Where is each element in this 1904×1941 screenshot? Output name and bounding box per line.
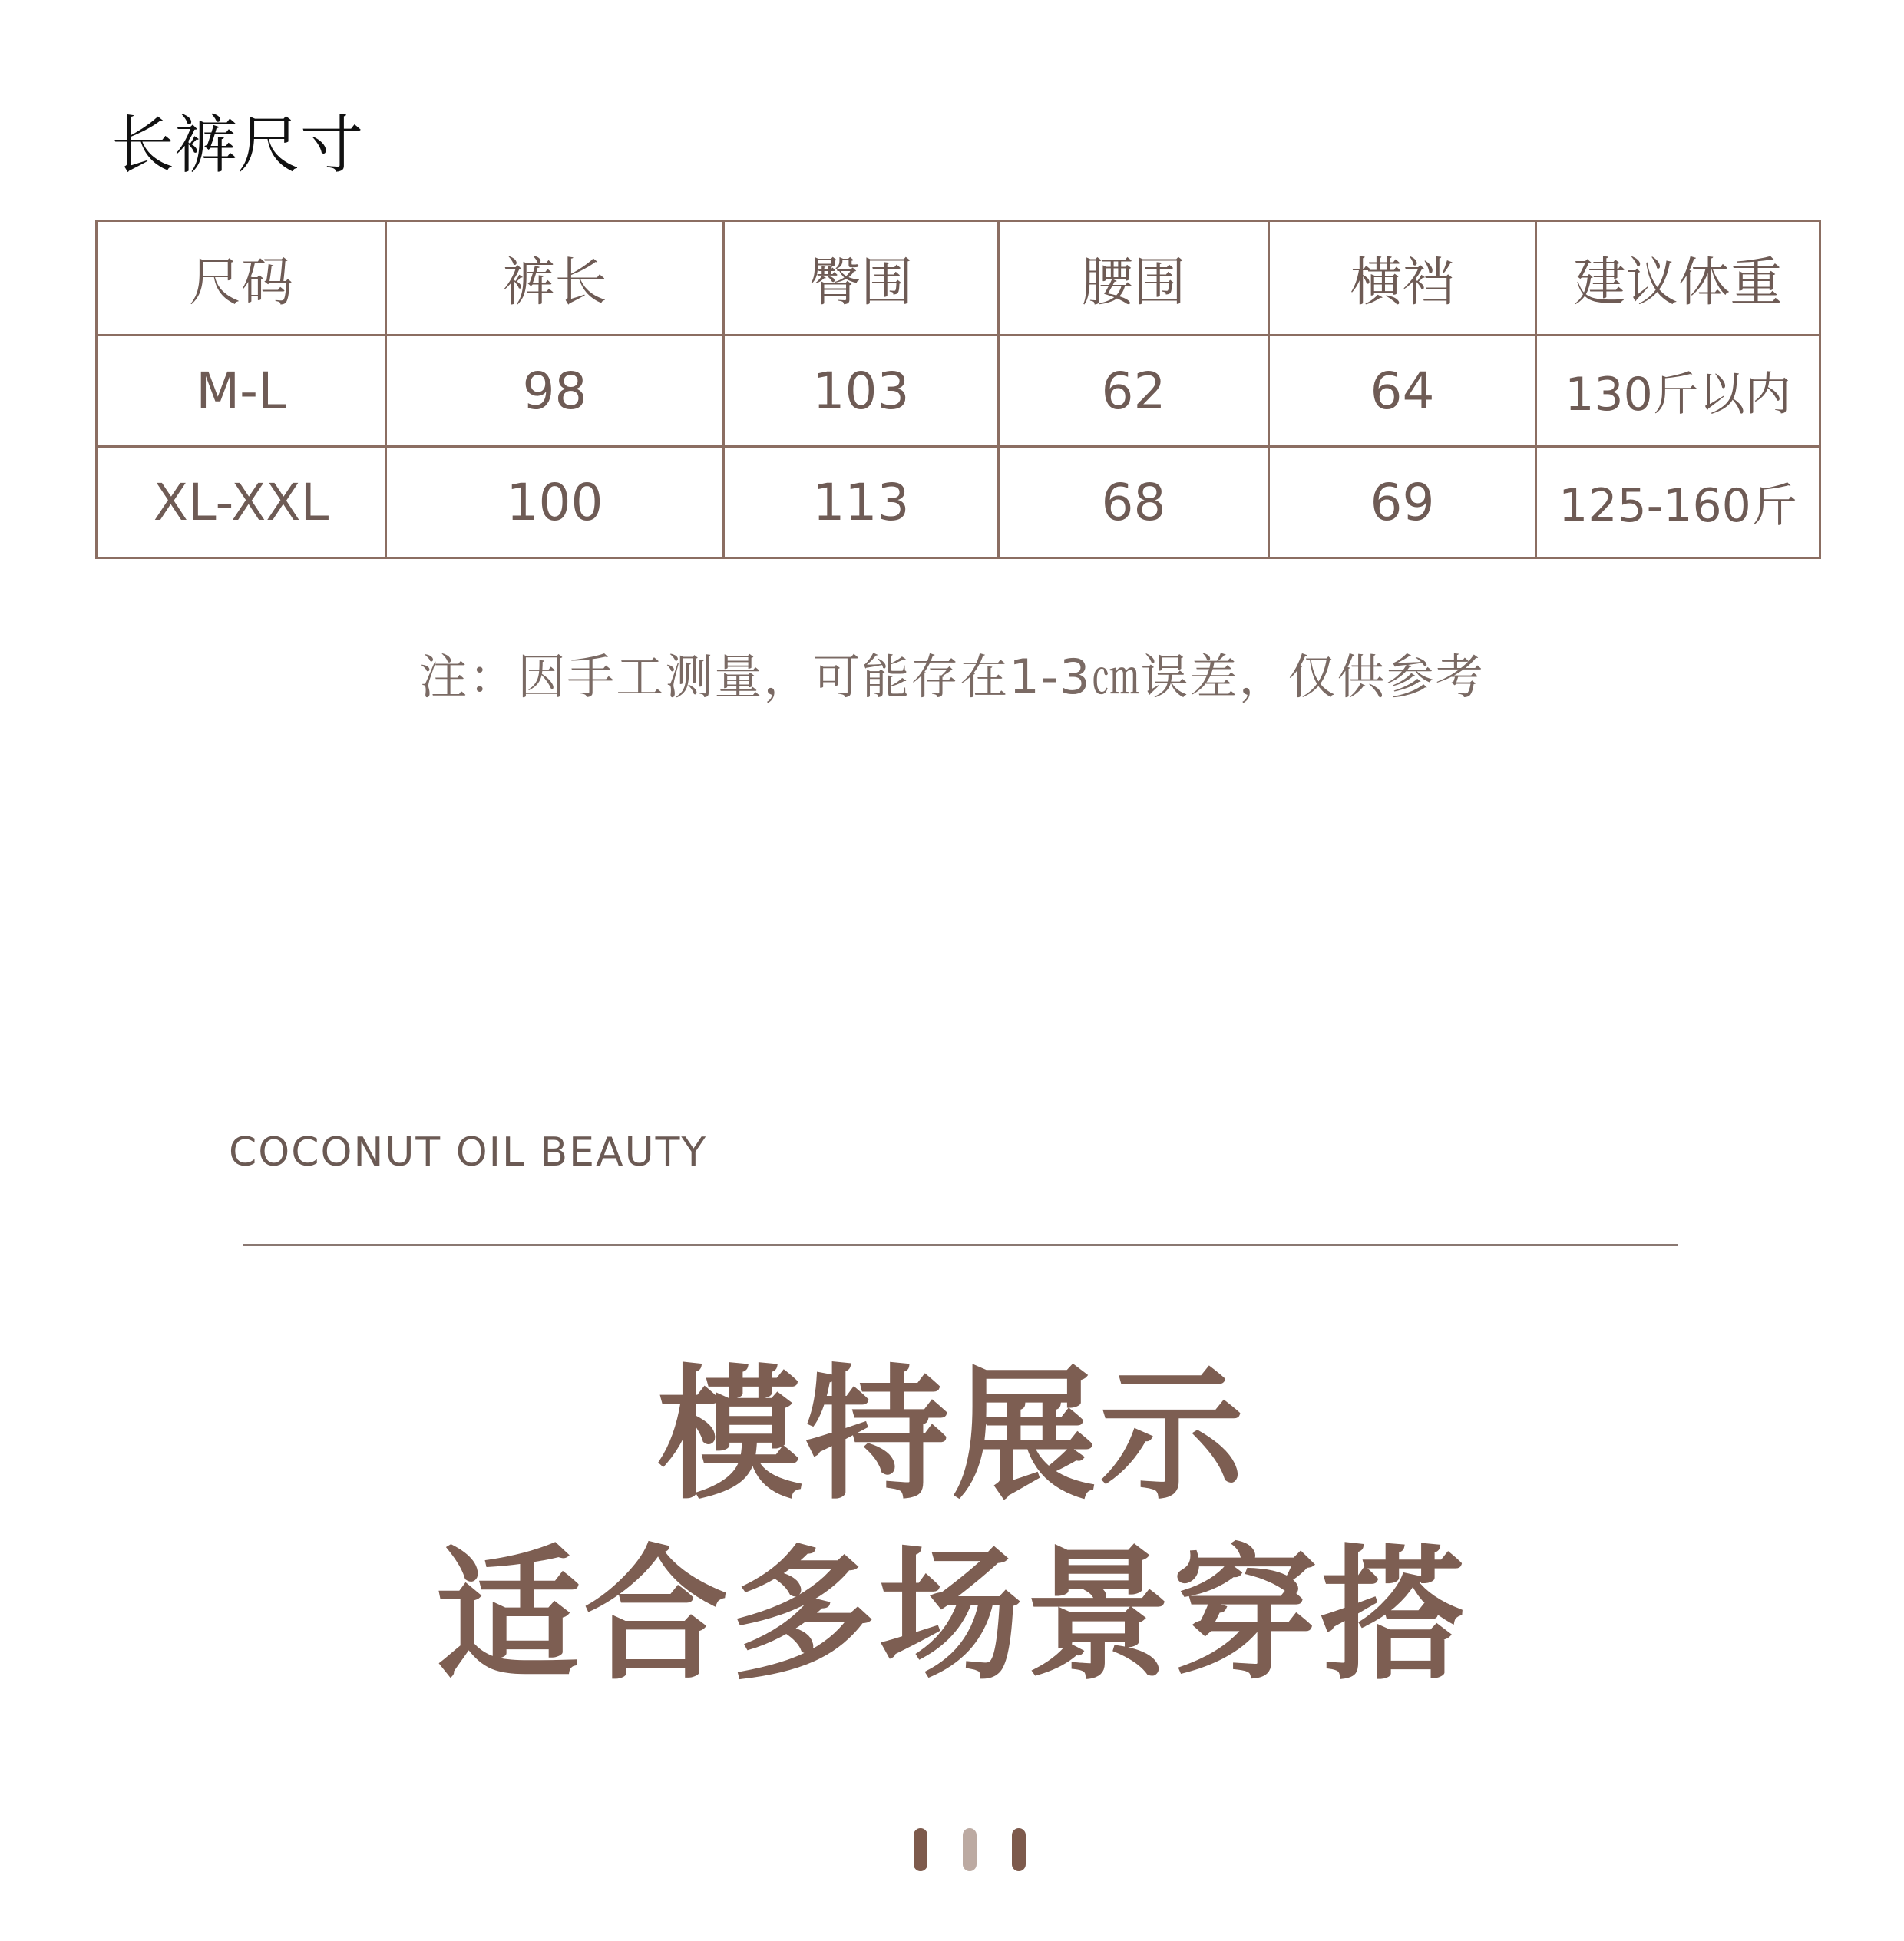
cell-thigh: 69: [1269, 447, 1536, 558]
column-header-size: 尺码: [97, 221, 386, 336]
brand-label: COCONUT OIL BEAUTY: [229, 1129, 708, 1176]
cell-length: 100: [386, 447, 724, 558]
pagination-dot[interactable]: [914, 1828, 927, 1871]
cell-size: XL-XXL: [97, 447, 386, 558]
cell-thigh: 64: [1269, 336, 1536, 447]
headline-model-showcase: 模特展示: [657, 1351, 1247, 1519]
column-header-waist: 腰围: [999, 221, 1269, 336]
cell-waist: 68: [999, 447, 1269, 558]
cell-weight: 125-160斤: [1536, 447, 1820, 558]
cell-hip: 113: [724, 447, 999, 558]
cell-length: 98: [386, 336, 724, 447]
cell-weight: 130斤以内: [1536, 336, 1820, 447]
size-table: [95, 220, 1821, 559]
measurement-note: 注：因手工测量，可能存在1-3㎝误差，仅供参考: [419, 649, 1485, 705]
table-row: [97, 447, 1820, 558]
column-header-weight: 建议体重: [1536, 221, 1820, 336]
section-divider: [243, 1244, 1678, 1246]
table-header-row: [97, 221, 1820, 336]
pagination-dot[interactable]: [1012, 1828, 1026, 1871]
page-title: 长裤尺寸: [111, 109, 364, 182]
pagination-dots: [914, 1828, 1029, 1871]
table-row: [97, 336, 1820, 447]
cell-waist: 62: [999, 336, 1269, 447]
headline-styling-scenes: 适合多场景穿搭: [436, 1532, 1468, 1700]
pagination-dot[interactable]: [963, 1828, 977, 1871]
cell-hip: 103: [724, 336, 999, 447]
column-header-length: 裤长: [386, 221, 724, 336]
column-header-hip: 臀围: [724, 221, 999, 336]
cell-size: M-L: [97, 336, 386, 447]
column-header-thigh: 横裆: [1269, 221, 1536, 336]
